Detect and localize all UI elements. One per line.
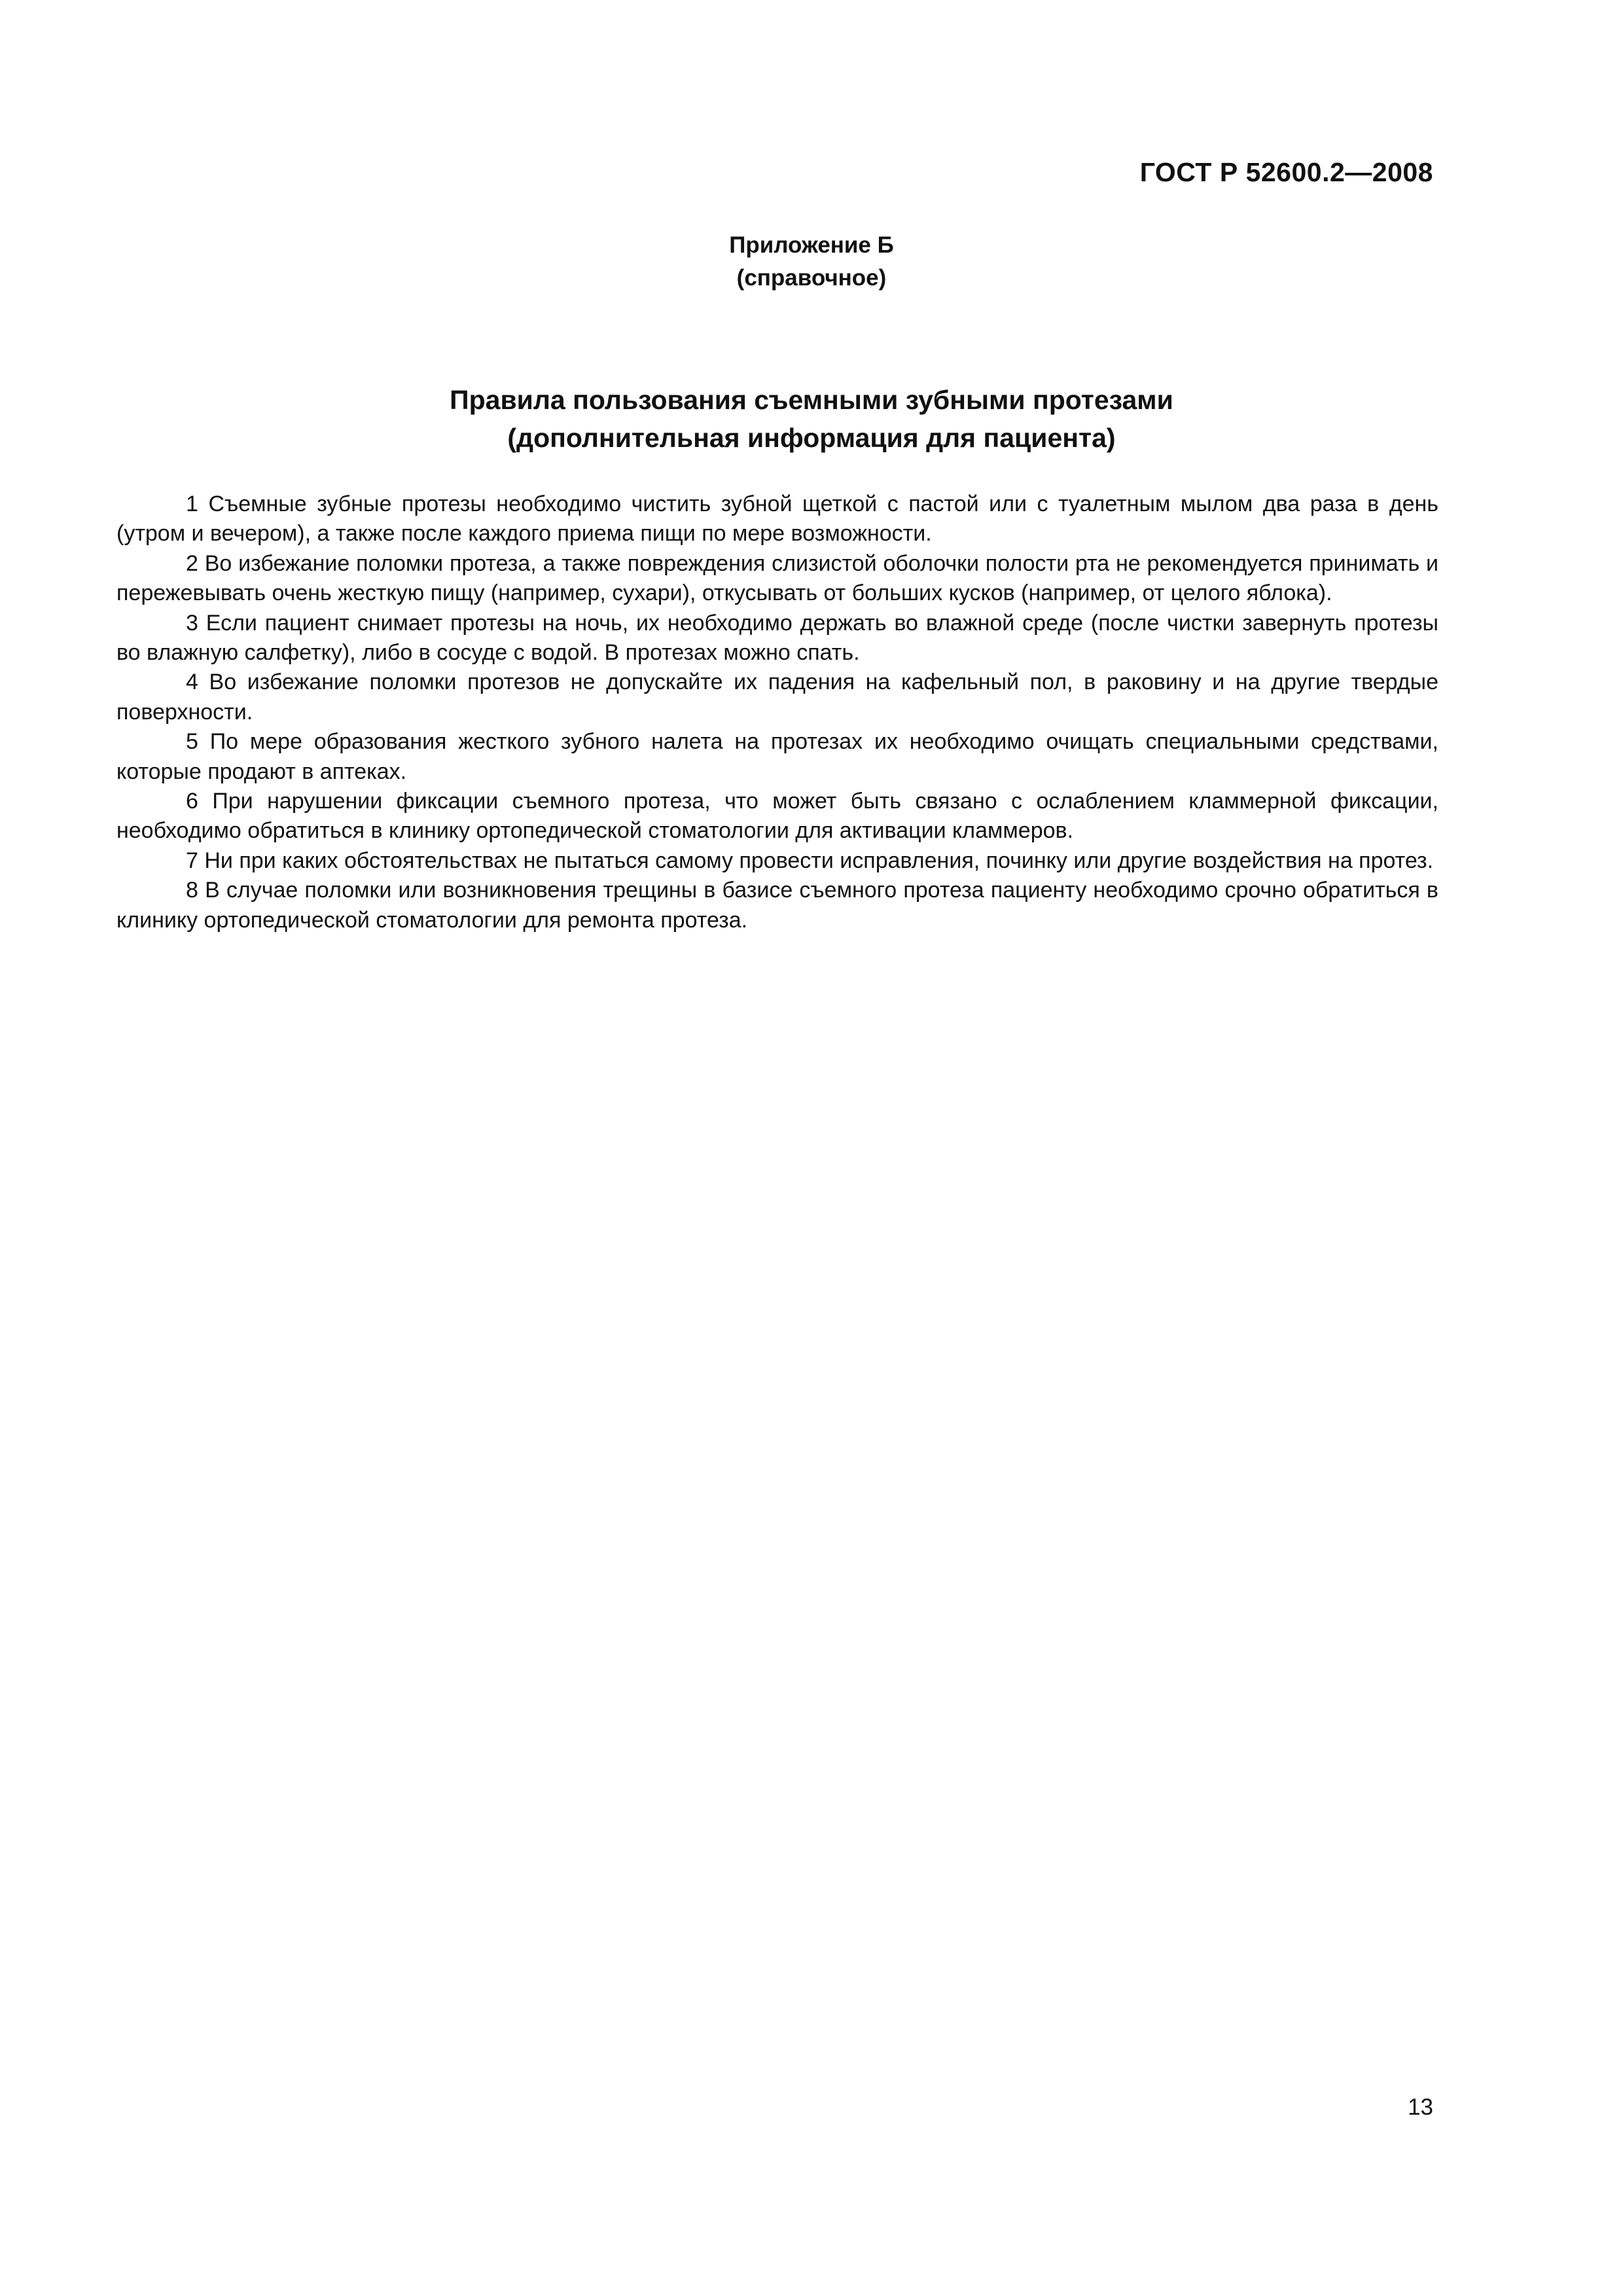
page-number: 13 [1408,2094,1433,2120]
rule-paragraph-1: 1 Съемные зубные протезы необходимо чистить зубной щеткой с пастой или с туалетным мылом два раза в день (утром и вечером), а также после каждого приема пищи по мере возможности. [116,492,1438,547]
rule-paragraph-8: 8 В случае поломки или возникновения трещины в базисе съемного протеза пациенту необходимо срочно обратиться в клинику ортопедической стоматологии для ремонта протеза. [116,878,1438,933]
rules-list [116,490,1438,935]
rule-paragraph-2: 2 Во избежание поломки протеза, а также повреждения слизистой оболочки полости рта не рекомендуется принимать и пережевывать очень жесткую пищу (например, сухари), откусывать от больших кусков (например, от целого яблока). [116,550,1438,606]
appendix-label: Приложение Б [729,232,894,258]
section-title-line-2: (дополнительная информация для пациента) [507,423,1116,453]
rule-paragraph-7: 7 Ни при каких обстоятельствах не пытаться самому провести исправления, починку или другие воздействия на протез. [186,848,1434,873]
rule-paragraph-3: 3 Если пациент снимает протезы на ночь, их необходимо держать во влажной среде (после чистки завернуть протезы во влажную салфетку), либо в сосуде с водой. В протезах можно спать. [116,610,1438,666]
section-title-line-1: Правила пользования съемными зубными протезами [450,385,1173,415]
document-code: ГОСТ Р 52600.2—2008 [1139,157,1433,187]
appendix-heading [0,229,1623,295]
section-title [0,381,1623,457]
rule-paragraph-5: 5 По мере образования жесткого зубного налета на протезах их необходимо очищать специальными средствами, которые продают в аптеках. [116,729,1438,784]
appendix-type: (справочное) [736,265,887,291]
rule-paragraph-6: 6 При нарушении фиксации съемного протеза, что может быть связано с ослаблением кламмерной фиксации, необходимо обратиться в клинику ортопедической стоматологии для активации кламмеров. [116,789,1438,844]
rule-paragraph-4: 4 Во избежание поломки протезов не допускайте их падения на кафельный пол, в раковину и на другие твердые поверхности. [116,670,1438,725]
